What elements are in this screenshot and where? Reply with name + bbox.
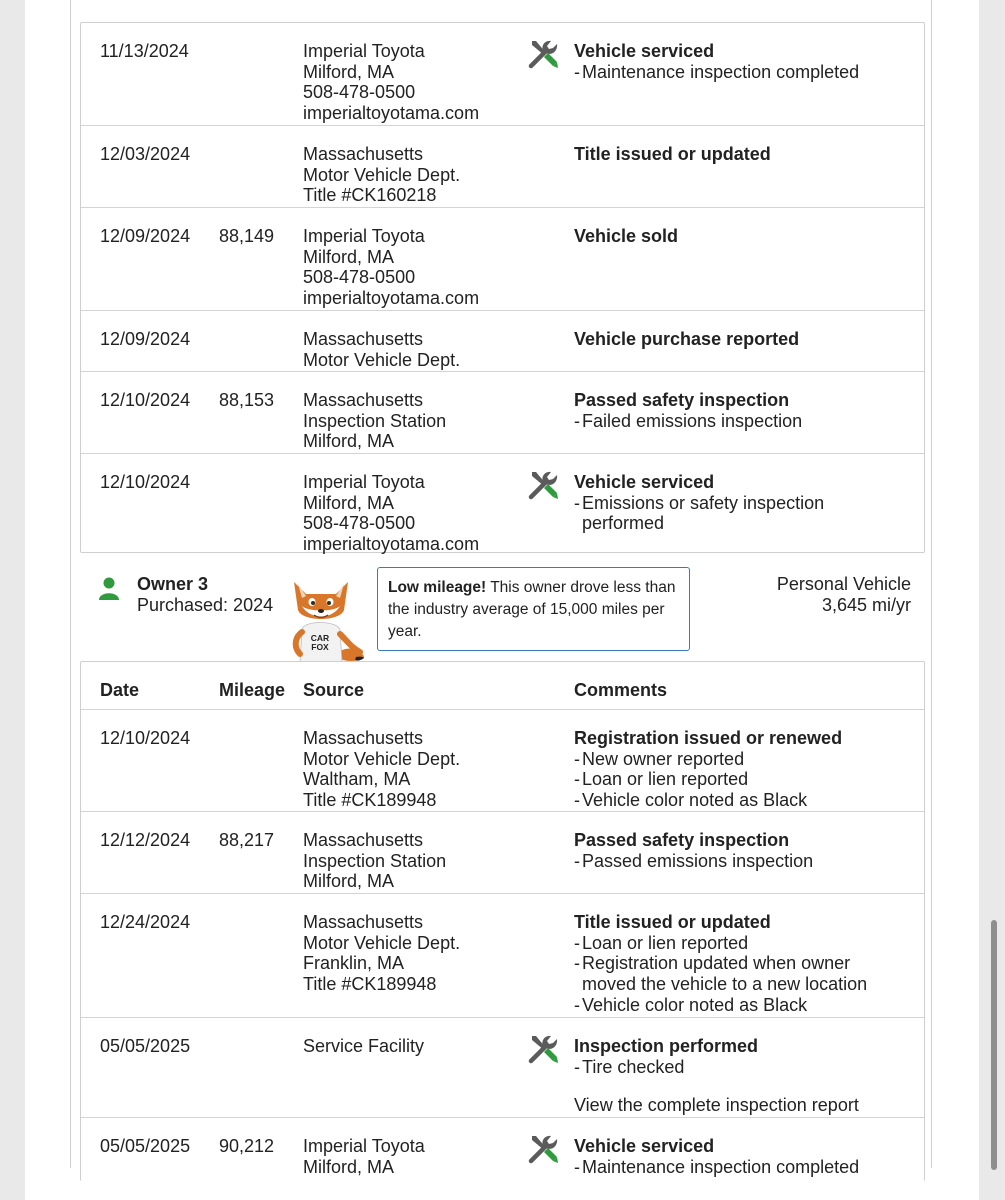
detail-text: Loan or lien reported (582, 769, 749, 790)
column-header-mileage: Mileage (219, 680, 286, 700)
table-row (81, 812, 924, 894)
record-date: 12/09/2024 (100, 329, 191, 349)
source-line: Milford, MA (303, 431, 395, 452)
table-row (81, 311, 924, 372)
source-line: Motor Vehicle Dept. (303, 932, 461, 953)
detail-dash: - (574, 61, 580, 82)
event-title: Title issued or updated (574, 912, 771, 932)
detail-text: Loan or lien reported (582, 932, 749, 953)
source-line: Title #CK189948 (303, 974, 437, 995)
record-comments (574, 329, 914, 350)
record-mileage: 88,217 (219, 830, 275, 850)
record-source (303, 1136, 523, 1177)
source-line: Massachusetts (303, 830, 424, 850)
table-row (81, 1118, 924, 1188)
record-source (303, 41, 523, 124)
event-detail (574, 769, 914, 790)
source-line: 508-478-0500 (303, 82, 416, 103)
record-comments (574, 144, 914, 165)
table-row (81, 23, 924, 126)
wrench-screwdriver-icon (526, 1132, 560, 1166)
detail-dash: - (574, 769, 580, 790)
detail-text: Tire checked (582, 1056, 685, 1077)
person-icon (98, 576, 120, 600)
source-line: Motor Vehicle Dept. (303, 748, 461, 769)
record-comments (574, 390, 914, 431)
record-source (303, 1036, 523, 1057)
source-line: Massachusetts (303, 329, 424, 349)
source-line: Inspection Station (303, 850, 447, 871)
detail-text: Passed emissions inspection (582, 850, 814, 871)
source-line: Milford, MA (303, 871, 395, 892)
source-line: imperialtoyotama.com (303, 534, 480, 555)
event-detail (574, 493, 914, 534)
detail-dash: - (574, 790, 580, 811)
source-line: Milford, MA (303, 1156, 395, 1177)
record-date: 12/10/2024 (100, 390, 191, 410)
detail-text: New owner reported (582, 748, 745, 769)
record-comments (574, 1036, 914, 1116)
record-date: 12/03/2024 (100, 144, 191, 164)
column-header-comments: Comments (574, 680, 668, 700)
page-left-rule (70, 0, 71, 1168)
detail-dash: - (574, 1056, 580, 1077)
wrench-screwdriver-icon (526, 37, 560, 71)
source-line: imperialtoyotama.com (303, 103, 480, 124)
event-title: Title issued or updated (574, 144, 771, 164)
column-header-source: Source (303, 680, 365, 700)
table-row (81, 1018, 924, 1118)
owner-2-history-table (80, 22, 925, 553)
callout-text: This owner drove less than the industry average of 15,000 miles per year. (388, 579, 676, 640)
detail-dash: - (574, 850, 580, 871)
source-line: Franklin, MA (303, 953, 405, 974)
record-date: 12/10/2024 (100, 728, 191, 748)
wrench-screwdriver-icon (526, 1032, 560, 1066)
detail-text: Maintenance inspection completed (582, 1156, 860, 1177)
record-source (303, 830, 523, 892)
record-source (303, 390, 523, 452)
table-header-row (81, 662, 924, 710)
event-title: Vehicle serviced (574, 41, 715, 61)
table-row (81, 710, 924, 812)
event-detail (574, 995, 914, 1016)
source-line: Milford, MA (303, 61, 395, 82)
record-comments (574, 728, 914, 811)
event-title: Inspection performed (574, 1036, 759, 1056)
table-row (81, 208, 924, 311)
source-line: 508-478-0500 (303, 267, 416, 288)
detail-text: Vehicle color noted as Black (582, 790, 808, 811)
detail-text: Failed emissions inspection (582, 410, 803, 431)
event-title: Registration issued or renewed (574, 728, 843, 748)
detail-dash: - (574, 410, 580, 431)
event-detail (574, 411, 914, 432)
vehicle-use-type: Personal Vehicle (776, 574, 911, 594)
record-source (303, 728, 523, 811)
record-source (303, 912, 523, 995)
event-title: Vehicle serviced (574, 1136, 715, 1156)
record-source (303, 472, 523, 555)
record-date: 05/05/2025 (100, 1136, 191, 1156)
record-date: 11/13/2024 (100, 41, 189, 61)
table-row (81, 372, 924, 454)
record-mileage: 88,153 (219, 390, 275, 410)
record-date: 12/12/2024 (100, 830, 191, 850)
record-source (303, 329, 523, 370)
source-line: Massachusetts (303, 728, 424, 748)
source-line: Massachusetts (303, 390, 424, 410)
owner-3-history-table (80, 661, 925, 1181)
callout-heading: Low mileage! (388, 579, 487, 596)
source-line: Title #CK189948 (303, 790, 437, 811)
detail-text: Vehicle color noted as Black (582, 994, 808, 1015)
source-line: Milford, MA (303, 492, 395, 513)
record-mileage: 90,212 (219, 1136, 275, 1156)
event-title: Vehicle serviced (574, 472, 715, 492)
source-line: Imperial Toyota (303, 226, 425, 246)
page-scrollbar[interactable] (991, 920, 997, 1170)
page-right-rule (931, 0, 932, 1168)
source-line: Milford, MA (303, 246, 395, 267)
table-row (81, 454, 924, 554)
source-line: imperialtoyotama.com (303, 288, 480, 309)
detail-text: Maintenance inspection completed (582, 61, 860, 82)
source-line: Motor Vehicle Dept. (303, 164, 461, 185)
low-mileage-callout (377, 567, 690, 651)
owner-purchased: Purchased: 2024 (137, 595, 274, 615)
source-line: Inspection Station (303, 410, 447, 431)
inspection-report-link[interactable]: View the complete inspection report (574, 1095, 859, 1116)
event-detail (574, 851, 914, 872)
record-source (303, 226, 523, 309)
source-line: Service Facility (303, 1036, 425, 1056)
table-row (81, 126, 924, 208)
record-comments (574, 830, 914, 871)
event-detail (574, 749, 914, 770)
source-line: Title #CK160218 (303, 185, 437, 206)
event-detail (574, 1157, 914, 1178)
record-mileage: 88,149 (219, 226, 275, 246)
event-detail (574, 1057, 914, 1078)
detail-dash: - (574, 953, 580, 974)
carfox-mascot-icon (280, 572, 370, 664)
record-date: 12/24/2024 (100, 912, 191, 932)
event-detail (574, 953, 914, 994)
table-row (81, 894, 924, 1018)
detail-dash: - (574, 492, 580, 513)
owner-name: Owner 3 (137, 574, 209, 594)
record-date: 12/09/2024 (100, 226, 191, 246)
event-title: Passed safety inspection (574, 390, 790, 410)
owner-summary (80, 562, 925, 662)
source-line: Imperial Toyota (303, 1136, 425, 1156)
spacer (574, 1077, 914, 1095)
record-date: 12/10/2024 (100, 472, 191, 492)
record-comments (574, 226, 914, 247)
mascot-shirt-text: CAR (310, 633, 330, 643)
record-source (303, 144, 523, 206)
event-detail (574, 62, 914, 83)
detail-text: Registration updated when owner moved the vehicle to a new location (582, 953, 868, 995)
event-detail (574, 790, 914, 811)
svg-text:FOX: FOX (311, 642, 329, 652)
source-line: Massachusetts (303, 912, 424, 932)
wrench-screwdriver-icon (526, 468, 560, 502)
record-comments (574, 472, 914, 534)
detail-dash: - (574, 994, 580, 1015)
event-title: Passed safety inspection (574, 830, 790, 850)
detail-dash: - (574, 1156, 580, 1177)
record-comments (574, 1136, 914, 1177)
event-title: Vehicle purchase reported (574, 329, 800, 349)
event-title: Vehicle sold (574, 226, 679, 246)
record-comments (574, 41, 914, 82)
miles-per-year: 3,645 mi/yr (821, 595, 911, 615)
record-date: 05/05/2025 (100, 1036, 191, 1056)
detail-dash: - (574, 748, 580, 769)
source-line: 508-478-0500 (303, 513, 416, 534)
record-comments (574, 912, 914, 1016)
detail-dash: - (574, 932, 580, 953)
source-line: Imperial Toyota (303, 41, 425, 61)
source-line: Massachusetts (303, 144, 424, 164)
source-line: Imperial Toyota (303, 472, 425, 492)
column-header-date: Date (100, 680, 140, 700)
source-line: Waltham, MA (303, 769, 411, 790)
detail-text: Emissions or safety inspection performed (582, 492, 825, 534)
source-line: Motor Vehicle Dept. (303, 349, 461, 370)
event-detail (574, 933, 914, 954)
